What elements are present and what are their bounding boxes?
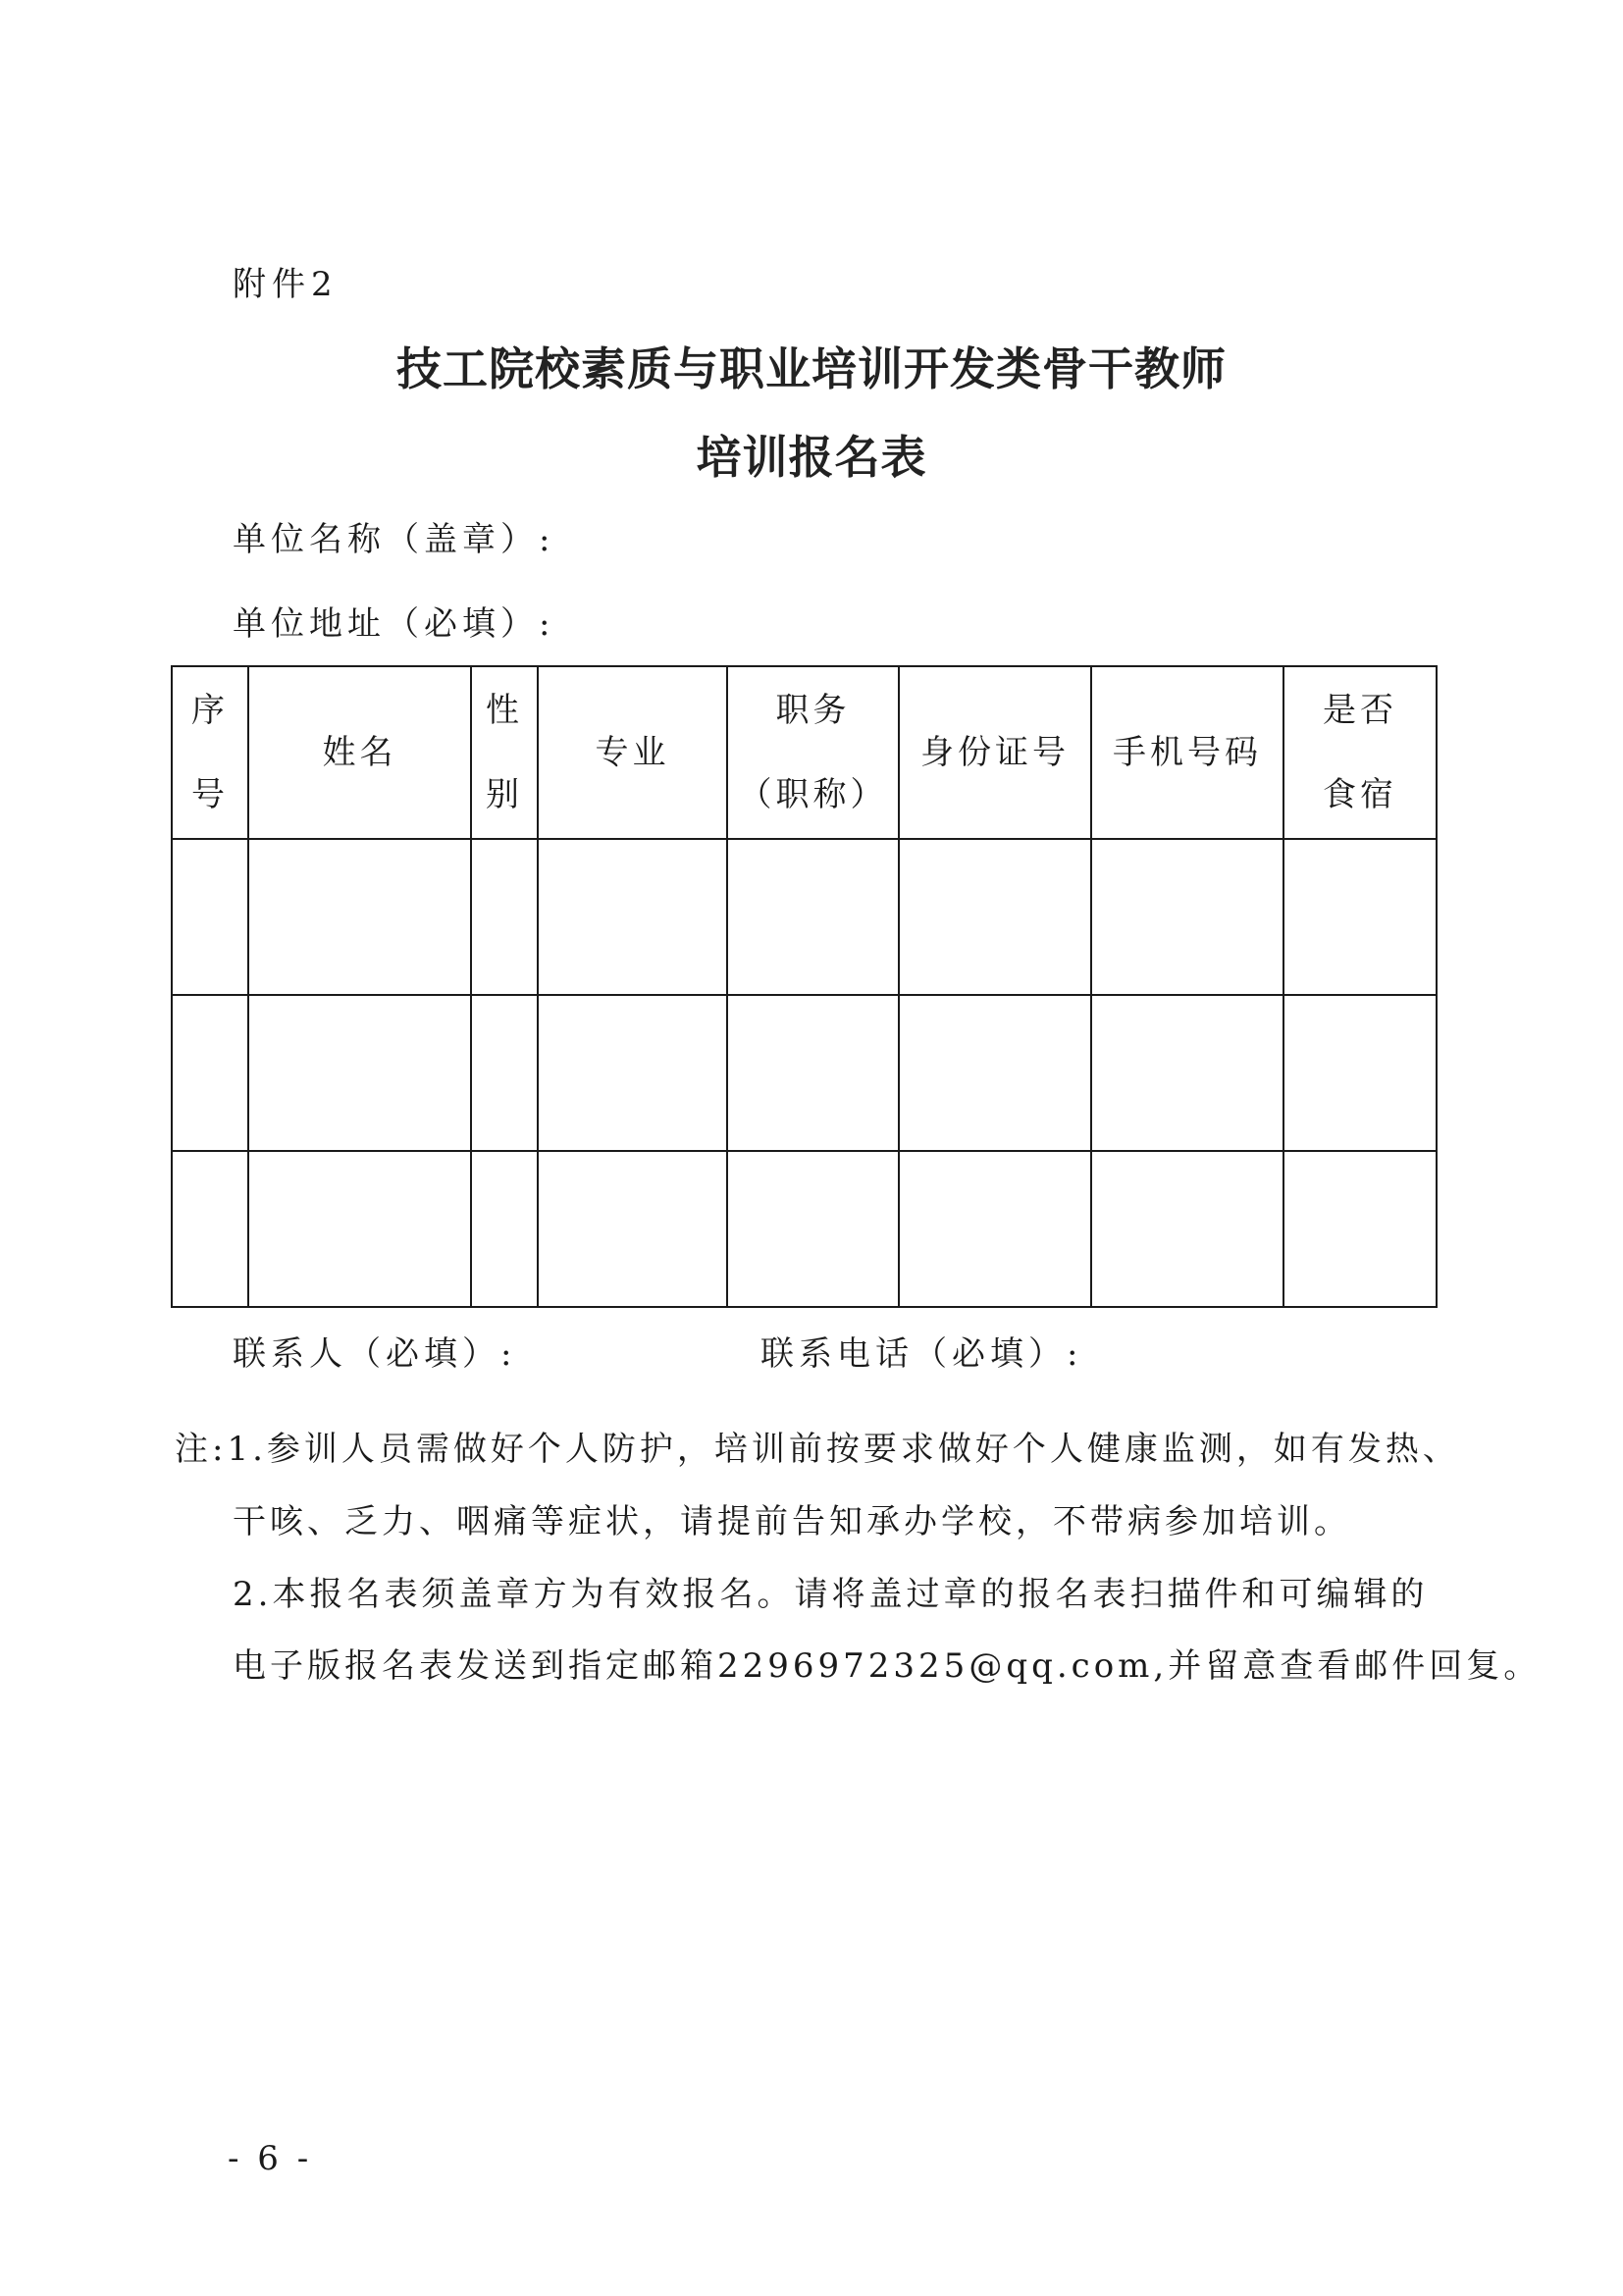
table-cell[interactable] [899, 995, 1091, 1151]
col-header-phone: 手机号码 [1091, 666, 1283, 839]
contact-phone-label: 联系电话（必填）: [760, 1334, 1083, 1374]
table-cell[interactable] [727, 839, 899, 995]
table-cell[interactable] [471, 1151, 538, 1307]
table-cell[interactable] [1283, 1151, 1437, 1307]
document-title-line2: 培训报名表 [696, 431, 927, 484]
table-cell[interactable] [248, 1151, 471, 1307]
col-header-major: 专业 [538, 666, 727, 839]
table-header-row [172, 666, 1437, 839]
col-header-id-number: 身份证号 [899, 666, 1091, 839]
note-line-2: 干咳、乏力、咽痛等症状，请提前告知承办学校，不带病参加培训。 [233, 1502, 1351, 1541]
contact-person-label: 联系人（必填）: [233, 1334, 517, 1374]
table-cell[interactable] [1283, 839, 1437, 995]
table-row [172, 1151, 1437, 1307]
page-number: - 6 - [228, 2139, 313, 2178]
col-header-lodging: 是否 食宿 [1283, 666, 1437, 839]
table-cell[interactable] [727, 1151, 899, 1307]
table-cell[interactable] [899, 1151, 1091, 1307]
table-cell[interactable] [172, 839, 248, 995]
table-cell[interactable] [1283, 995, 1437, 1151]
table-cell[interactable] [727, 995, 899, 1151]
table-cell[interactable] [471, 995, 538, 1151]
table-cell[interactable] [538, 839, 727, 995]
col-header-gender: 性 别 [471, 666, 538, 839]
table-row [172, 839, 1437, 995]
table-cell[interactable] [248, 839, 471, 995]
table-cell[interactable] [172, 995, 248, 1151]
document-title-line1: 技工院校素质与职业培训开发类骨干教师 [396, 342, 1227, 395]
registration-table [171, 665, 1438, 1308]
table-row [172, 995, 1437, 1151]
note-line-4: 电子版报名表发送到指定邮箱2296972325@qq.com,并留意查看邮件回复。 [233, 1646, 1542, 1686]
table-cell[interactable] [1091, 1151, 1283, 1307]
col-header-name: 姓名 [248, 666, 471, 839]
table-cell[interactable] [1091, 995, 1283, 1151]
table-cell[interactable] [538, 1151, 727, 1307]
table-cell[interactable] [248, 995, 471, 1151]
attachment-label: 附件2 [233, 265, 339, 304]
note-line-1: 注:1.参训人员需做好个人防护，培训前按要求做好个人健康监测，如有发热、 [175, 1430, 1460, 1469]
col-header-seq: 序 号 [172, 666, 248, 839]
table-cell[interactable] [471, 839, 538, 995]
table-cell[interactable] [899, 839, 1091, 995]
col-header-position: 职务 （职称） [727, 666, 899, 839]
table-cell[interactable] [538, 995, 727, 1151]
table-cell[interactable] [1091, 839, 1283, 995]
unit-name-label: 单位名称（盖章）: [233, 520, 555, 559]
note-line-3: 2.本报名表须盖章方为有效报名。请将盖过章的报名表扫描件和可编辑的 [233, 1575, 1429, 1614]
unit-address-label: 单位地址（必填）: [233, 604, 555, 644]
table-cell[interactable] [172, 1151, 248, 1307]
